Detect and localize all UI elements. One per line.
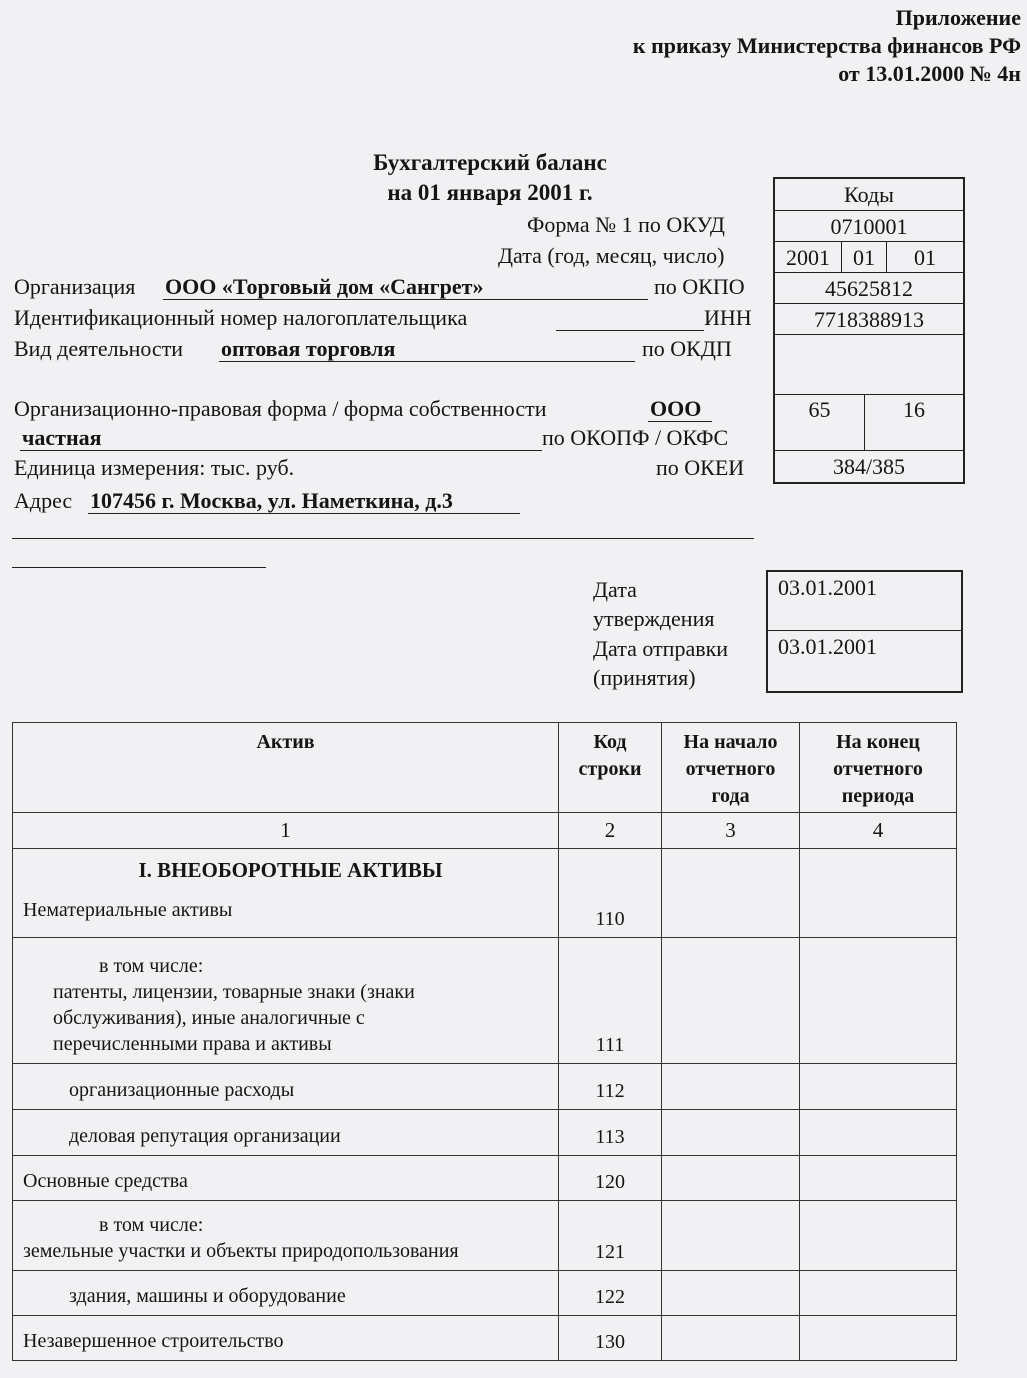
approval-label xyxy=(593,575,714,633)
row-start-value[interactable] xyxy=(662,1201,800,1271)
row-end-value[interactable] xyxy=(800,938,957,1064)
legal-form-value: ООО xyxy=(650,396,702,421)
annex-header xyxy=(633,4,1021,88)
row-code: 111 xyxy=(559,938,662,1064)
row-start-value[interactable] xyxy=(662,1110,800,1156)
column-numbers-row xyxy=(13,813,957,849)
address-line-3 xyxy=(12,567,266,568)
inn-label: Идентификационный номер налогоплательщика xyxy=(14,305,468,330)
okpo-code: 45625812 xyxy=(775,273,963,304)
table-row xyxy=(13,849,957,938)
col-number-3: 3 xyxy=(662,813,800,849)
inn-underline xyxy=(556,330,704,331)
row-name: деловая репутация организации xyxy=(13,1110,559,1156)
row-name xyxy=(13,849,559,938)
approval-label-1: Дата xyxy=(593,577,637,602)
approval-label-2: утверждения xyxy=(593,606,715,631)
approval-date: 03.01.2001 xyxy=(778,575,877,600)
row-start-value[interactable] xyxy=(662,1271,800,1316)
sending-label-1: Дата отправки xyxy=(593,636,729,661)
header-end: На конец отчетного периода xyxy=(800,723,957,813)
sending-date: 03.01.2001 xyxy=(778,634,877,659)
header-row xyxy=(13,723,957,813)
date-day: 01 xyxy=(914,245,936,270)
col-number-1: 1 xyxy=(13,813,559,849)
table-row xyxy=(13,1316,957,1361)
date-month: 01 xyxy=(842,242,887,272)
activity-underline xyxy=(219,361,635,362)
row-name: Незавершенное строительство xyxy=(13,1316,559,1361)
okdp-code xyxy=(775,335,963,395)
row-label: Нематериальные активы xyxy=(23,899,233,921)
annex-line-1: Приложение xyxy=(895,5,1021,30)
table-row xyxy=(13,1271,957,1316)
okdp-label: по ОКДП xyxy=(642,336,732,361)
okei-label: по ОКЕИ xyxy=(656,455,745,480)
table-row xyxy=(13,1156,957,1201)
row-start-value[interactable] xyxy=(662,1064,800,1110)
form-label: Форма № 1 по ОКУД xyxy=(527,212,725,237)
row-name: в том числе: земельные участки и объекты природопользования xyxy=(13,1201,559,1271)
dates-divider xyxy=(768,630,961,631)
table-row xyxy=(13,1064,957,1110)
okopf-codes xyxy=(775,395,963,451)
row-end-value[interactable] xyxy=(800,1316,957,1361)
okud-code: 0710001 xyxy=(775,211,963,242)
row-start-value[interactable] xyxy=(662,849,800,938)
organization-label: Организация xyxy=(14,274,136,299)
unit-label: Единица измерения: тыс. руб. xyxy=(14,455,295,480)
row-end-value[interactable] xyxy=(800,1156,957,1201)
address-label: Адрес xyxy=(14,488,73,513)
organization-value: ООО «Торговый дом «Сангрет» xyxy=(165,274,484,299)
organization-underline xyxy=(163,299,648,300)
row-start-value[interactable] xyxy=(662,938,800,1064)
row-end-value[interactable] xyxy=(800,1271,957,1316)
row-name: здания, машины и оборудование xyxy=(13,1271,559,1316)
table-row xyxy=(13,1110,957,1156)
header-asset: Актив xyxy=(13,723,559,813)
row-end-value[interactable] xyxy=(800,1064,957,1110)
row-code: 113 xyxy=(559,1110,662,1156)
sending-label-2: (принятия) xyxy=(593,665,696,690)
row-end-value[interactable] xyxy=(800,1110,957,1156)
row-code: 110 xyxy=(559,849,662,938)
inn-code: 7718388913 xyxy=(775,304,963,335)
okopf-code: 65 xyxy=(775,395,865,450)
row-name: в том числе: патенты, лицензии, товарные знаки (знаки обслуживания), иные аналогичные с перечисленными права и активы xyxy=(13,938,559,1064)
sending-label xyxy=(593,634,728,692)
balance-table xyxy=(12,722,956,1372)
col-number-2: 2 xyxy=(559,813,662,849)
document-title xyxy=(300,148,680,208)
activity-label: Вид деятельности xyxy=(14,336,184,361)
ownership-underline xyxy=(20,450,542,451)
codes-box xyxy=(773,177,965,484)
date-year: 2001 xyxy=(775,242,842,272)
header-start: На начало отчетного года xyxy=(662,723,800,813)
date-codes xyxy=(775,242,963,273)
okopf-label: по ОКОПФ / ОКФС xyxy=(542,425,729,450)
row-code: 130 xyxy=(559,1316,662,1361)
codes-header: Коды xyxy=(775,179,963,211)
title-line-1: Бухгалтерский баланс xyxy=(373,150,607,175)
header-code: Код строки xyxy=(559,723,662,813)
date-label: Дата (год, месяц, число) xyxy=(498,243,725,268)
title-line-2: на 01 января 2001 г. xyxy=(387,180,593,205)
row-start-value[interactable] xyxy=(662,1316,800,1361)
address-underline xyxy=(88,513,520,514)
legal-form-value-underline xyxy=(648,421,712,422)
row-code: 121 xyxy=(559,1201,662,1271)
ownership-value: частная xyxy=(22,425,102,450)
section-title: I. ВНЕОБОРОТНЫЕ АКТИВЫ xyxy=(138,858,443,882)
activity-value: оптовая торговля xyxy=(221,336,396,361)
annex-line-2: к приказу Министерства финансов РФ xyxy=(632,33,1021,58)
row-name: организационные расходы xyxy=(13,1064,559,1110)
dates-box xyxy=(766,570,963,693)
row-end-value[interactable] xyxy=(800,1201,957,1271)
okei-code: 384/385 xyxy=(832,454,906,479)
table-row xyxy=(13,1201,957,1271)
row-code: 120 xyxy=(559,1156,662,1201)
address-value: 107456 г. Москва, ул. Наметкина, д.3 xyxy=(90,488,453,513)
row-start-value[interactable] xyxy=(662,1156,800,1201)
col-number-4: 4 xyxy=(800,813,957,849)
legal-form-label: Организационно-правовая форма / форма собственности xyxy=(14,396,547,421)
row-name: Основные средства xyxy=(13,1156,559,1201)
okfs-code: 16 xyxy=(903,397,925,422)
annex-line-3: от 13.01.2000 № 4н xyxy=(838,61,1021,86)
inn-suffix: ИНН xyxy=(704,305,752,330)
row-end-value[interactable] xyxy=(800,849,957,938)
row-code: 122 xyxy=(559,1271,662,1316)
address-line-2 xyxy=(12,538,754,539)
okpo-label: по ОКПО xyxy=(654,274,745,299)
row-code: 112 xyxy=(559,1064,662,1110)
table-row xyxy=(13,938,957,1064)
